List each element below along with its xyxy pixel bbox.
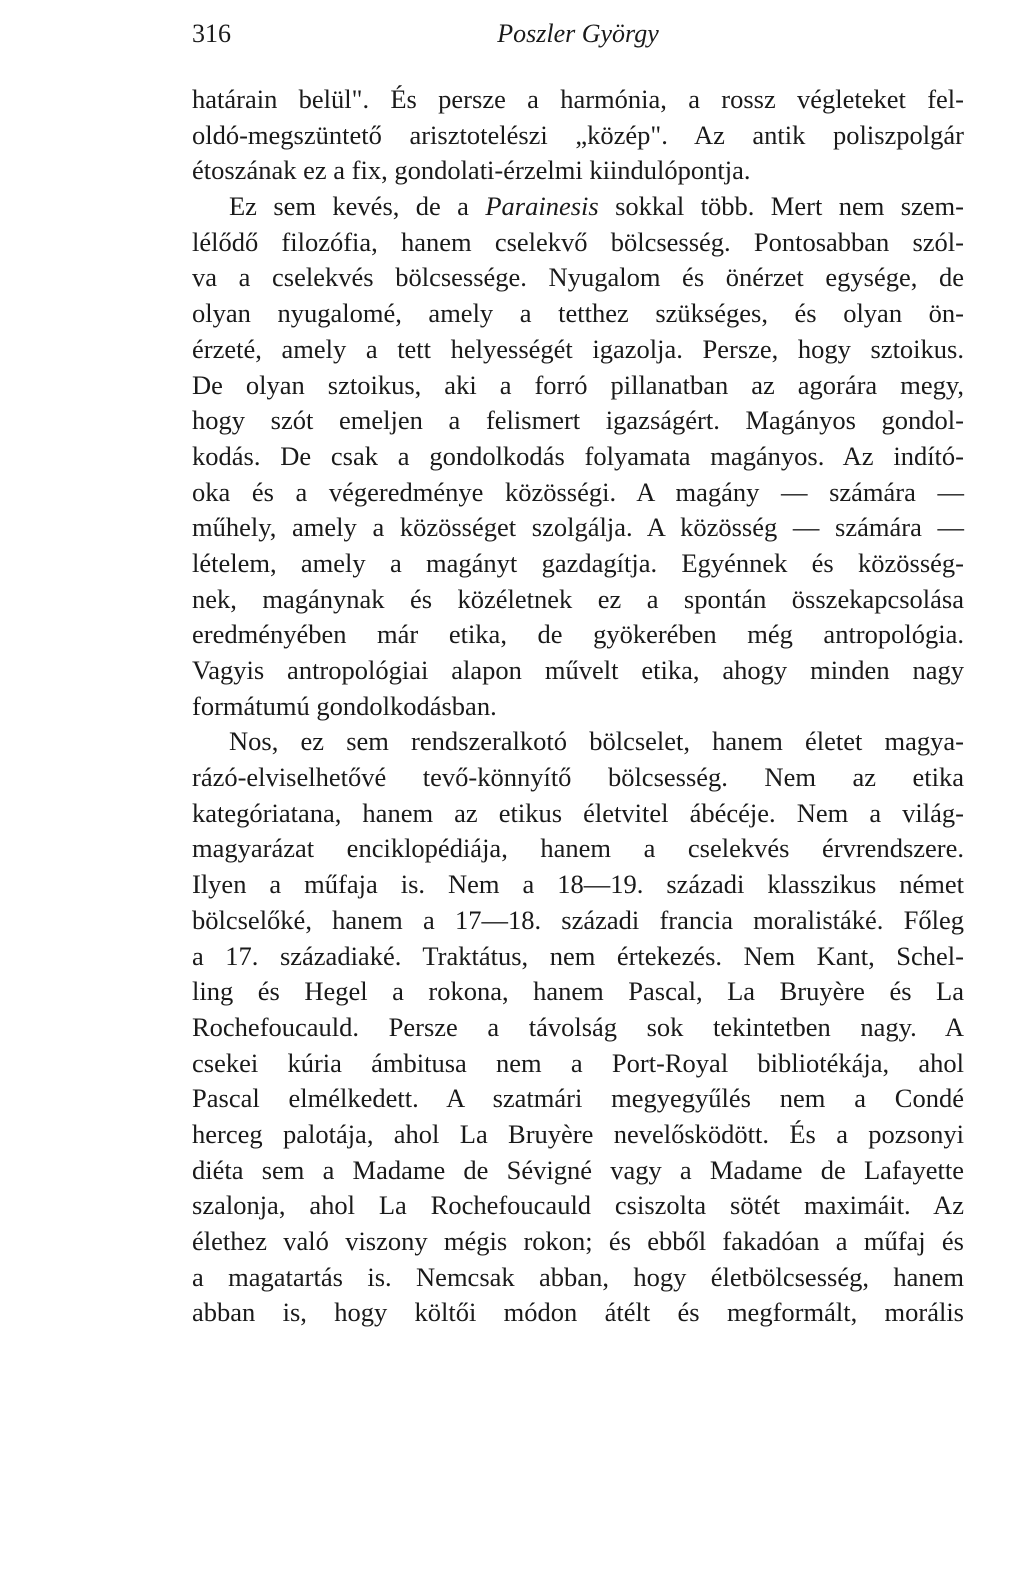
text-line: a magatartás is. Nemcsak abban, hogy életbölcsesség, hanem bbox=[192, 1261, 964, 1292]
text-line: Vagyis antropológiai alapon művelt etika, ahogy minden nagy bbox=[192, 655, 964, 685]
text-line: Ilyen a műfaja is. Nem a 18—19. századi klasszikus német bbox=[192, 869, 964, 900]
text-line: lélődő filozófia, hanem cselekvő bölcsesség. Pontosabban szól- bbox=[192, 226, 964, 257]
text-line: olyan nyugalomé, amely a tetthez szükséges, és olyan ön- bbox=[192, 298, 964, 329]
text-line: kategóriatana, hanem az etikus életvitel ábécéje. Nem a világ- bbox=[192, 797, 964, 828]
text-line: rázó-elviselhetővé tevő-könnyítő bölcsesség. Nem az etika bbox=[192, 762, 964, 793]
text-line: ling és Hegel a rokona, hanem Pascal, La Bruyère és La bbox=[192, 976, 964, 1007]
page-header bbox=[192, 14, 964, 54]
text-line: Pascal elmélkedett. A szatmári megyegyűlés nem a Condé bbox=[192, 1083, 964, 1114]
text-line: formátumú gondolkodásban. bbox=[192, 690, 497, 721]
text-line: élethez való viszony mégis rokon; és ebből fakadóan a műfaj és bbox=[192, 1226, 964, 1256]
text-line: érzeté, amely a tett helyességét igazolja. Persze, hogy sztoikus. bbox=[192, 333, 964, 364]
text-line: eredményében már etika, de gyökerében még antropológia. bbox=[192, 619, 964, 650]
text-line: magyarázat enciklopédiája, hanem a cselekvés érvrendszere. bbox=[192, 833, 964, 864]
text-line: diéta sem a Madame de Sévigné vagy a Madame de Lafayette bbox=[192, 1154, 964, 1185]
text-segment: sokkal több. Mert nem szem- bbox=[598, 191, 964, 222]
text-line: a 17. századiaké. Traktátus, nem értekezés. Nem Kant, Schel- bbox=[192, 940, 964, 971]
text-line: étoszának ez a fix, gondolati-érzelmi kiindulópontja. bbox=[192, 155, 751, 186]
text-line: csekei kúria ámbitusa nem a Port-Royal bibliotékája, ahol bbox=[192, 1047, 964, 1078]
text-line: nek, magánynak és közéletnek ez a spontán összekapcsolása bbox=[192, 583, 964, 614]
text-line: határain belül". És persze a harmónia, a rossz végleteket fel- bbox=[192, 84, 964, 114]
text-line: szalonja, ahol La Rochefoucauld csiszolta sötét maximáit. Az bbox=[192, 1190, 964, 1221]
text-line: oldó-megszüntető arisztotelészi „közép". Az antik poliszpolgár bbox=[192, 119, 964, 150]
page-number: 316 bbox=[192, 19, 231, 48]
text-line: va a cselekvés bölcsessége. Nyugalom és önérzet egysége, de bbox=[192, 262, 964, 293]
text-line: bölcselőké, hanem a 17—18. századi francia moralistáké. Főleg bbox=[192, 904, 964, 935]
text-line: lételem, amely a magányt gazdagítja. Egyénnek és közösség- bbox=[192, 547, 964, 578]
text-line: abban is, hogy költői módon átélt és megformált, morális bbox=[192, 1297, 964, 1328]
text-line: műhely, amely a közösséget szolgálja. A közösség — számára — bbox=[192, 512, 964, 543]
italic-title: Parainesis bbox=[485, 191, 599, 222]
text-line: De olyan sztoikus, aki a forró pillanatban az agorára megy, bbox=[192, 369, 964, 400]
text-line: oka és a végeredménye közösségi. A magány — számára — bbox=[192, 476, 964, 507]
text-line: Rochefoucauld. Persze a távolság sok tekintetben nagy. A bbox=[192, 1011, 964, 1042]
running-head-author: Poszler György bbox=[497, 19, 659, 48]
text-line: herceg palotája, ahol La Bruyère nevelősködött. És a pozsonyi bbox=[192, 1118, 964, 1149]
body-text bbox=[192, 82, 964, 1331]
text-segment: Ez sem kevés, de a bbox=[229, 191, 486, 222]
text-line bbox=[192, 189, 964, 225]
text-line: Nos, ez sem rendszeralkotó bölcselet, hanem életet magya- bbox=[229, 726, 964, 757]
text-line: kodás. De csak a gondolkodás folyamata magányos. Az indító- bbox=[192, 440, 964, 471]
text-line: hogy szót emeljen a felismert igazságért. Magányos gondol- bbox=[192, 405, 964, 436]
